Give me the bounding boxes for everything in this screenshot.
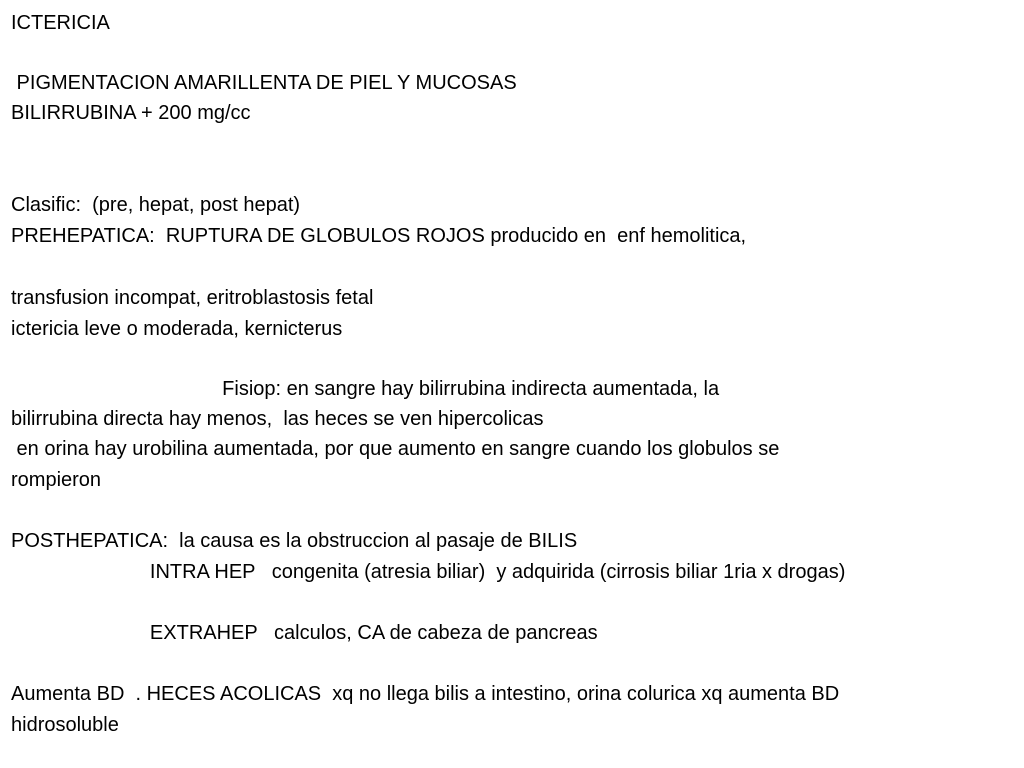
text-line-hidrosoluble: hidrosoluble — [11, 714, 119, 736]
text-line-orina: en orina hay urobilina aumentada, por que aumento en sangre cuando los globulos se — [11, 438, 780, 460]
text-line-bilirrubina-directa: bilirrubina directa hay menos, las heces se ven hipercolicas — [11, 408, 544, 430]
text-line-intra-hep: INTRA HEP congenita (atresia biliar) y adquirida (cirrosis biliar 1ria x drogas) — [11, 561, 846, 583]
text-line-title: ICTERICIA — [11, 12, 110, 34]
text-line-extrahep: EXTRAHEP calculos, CA de cabeza de pancreas — [11, 622, 598, 644]
text-line-posthepatica: POSTHEPATICA: la causa es la obstruccion al pasaje de BILIS — [11, 530, 578, 552]
text-line-aumenta-bd: Aumenta BD . HECES ACOLICAS xq no llega bilis a intestino, orina colurica xq aumenta BD — [11, 683, 840, 705]
text-line-definition: PIGMENTACION AMARILLENTA DE PIEL Y MUCOSAS — [11, 72, 517, 94]
text-line-bilirrubina: BILIRRUBINA + 200 mg/cc — [11, 102, 251, 124]
text-line-classification: Clasific: (pre, hepat, post hepat) — [11, 194, 301, 216]
text-line-rompieron: rompieron — [11, 469, 102, 491]
text-line-ictericia-leve: ictericia leve o moderada, kernicterus — [11, 318, 343, 340]
text-line-transfusion: transfusion incompat, eritroblastosis fetal — [11, 287, 374, 309]
text-line-fisiop: Fisiop: en sangre hay bilirrubina indirecta aumentada, la — [11, 378, 720, 400]
text-line-prehepatica: PREHEPATICA: RUPTURA DE GLOBULOS ROJOS producido en enf hemolitica, — [11, 225, 747, 247]
